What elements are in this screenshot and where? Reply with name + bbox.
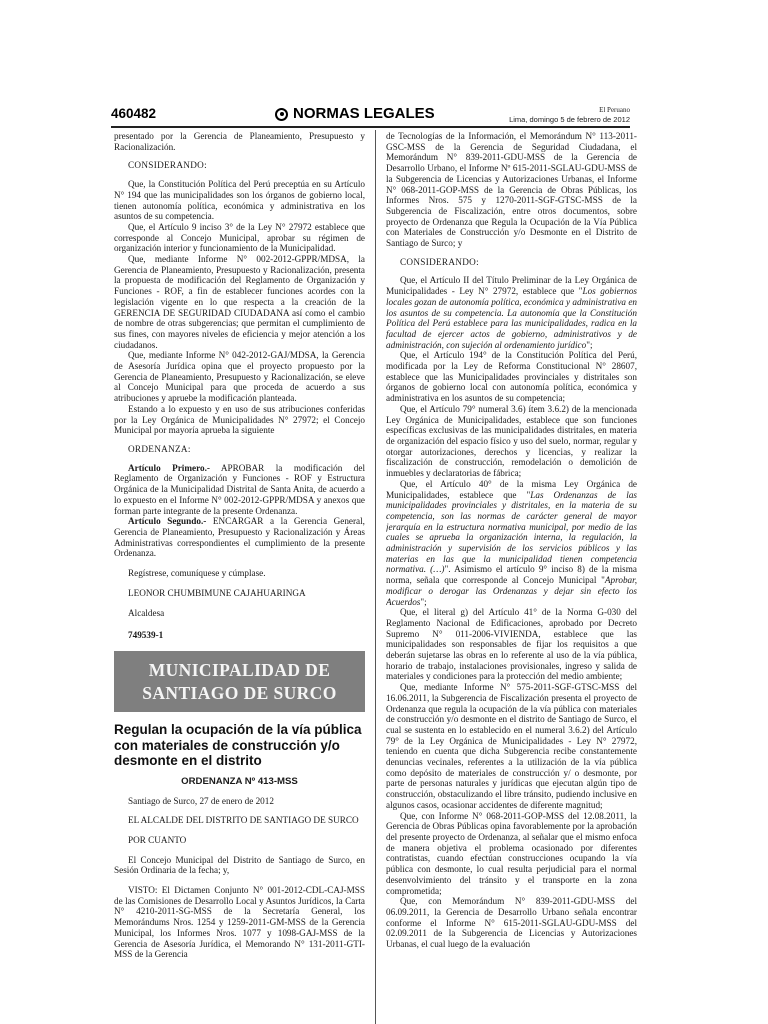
text-run: "; xyxy=(420,596,427,607)
normas-legales-logo-icon xyxy=(275,108,288,121)
left-column xyxy=(114,131,365,1024)
text-run: Que, el literal g) del Artículo 41° de la Norma G-030 del Reglamento Nacional de Edificaciones, aprobado por Decreto Supremo N° 011-2006-VIVIENDA, establece que las municipalidades son responsables de fijar los requisitos a que deberán sujetarse las obras en lo referente al uso de la vía pública, horario de trabajo, instalaciones provisionales, ingreso y salida de materiales y condiciones para la protección del medio ambiente; xyxy=(386,607,637,682)
text-run: Que, la Constitución Política del Perú preceptúa en su Artículo N° 194 que las municipalidades son los órganos de gobierno local, tienen autonomía política, económica y administrativa en los asuntos de su competencia. xyxy=(114,179,365,222)
continuation-paragraph xyxy=(114,131,365,152)
text-run: POR CUANTO xyxy=(128,834,187,845)
recital-paragraph xyxy=(386,404,637,479)
date-line xyxy=(114,796,365,807)
recital-paragraph xyxy=(386,896,637,950)
text-run: Que, el Artículo II del Título Preliminar de la Ley Orgánica de Municipalidades - Ley N° 27972, establece que " xyxy=(386,275,637,297)
publication-name: NORMAS LEGALES xyxy=(293,105,435,122)
text-run: EL ALCALDE DEL DISTRITO DE SANTIAGO DE SURCO xyxy=(128,815,359,826)
text-run: MUNICIPALIDAD DE xyxy=(148,660,331,681)
signer-role xyxy=(114,608,365,619)
column-divider xyxy=(375,130,376,1024)
visto-paragraph xyxy=(114,885,365,960)
banner-line xyxy=(114,682,365,705)
text-run: CONSIDERANDO: xyxy=(128,160,207,171)
recital-paragraph xyxy=(114,404,365,436)
text-run: ". Asimismo el artículo 9° inciso 8) de la misma norma, señala que corresponde al Concejo Municipal " xyxy=(386,564,637,586)
text-run: ENCARGAR a la Gerencia General, Gerencia de Planeamiento, Presupuesto y Racionalización y Áreas Administrativas correspondientes el cumplimiento de la presente Ordenanza. xyxy=(114,516,365,559)
bold-run: Artículo Primero.- xyxy=(128,462,210,473)
issue-date: Lima, domingo 5 de febrero de 2012 xyxy=(509,115,630,124)
text-run: Santiago de Surco, 27 de enero de 2012 xyxy=(128,795,274,806)
recital-paragraph xyxy=(114,179,365,222)
newspaper-name: El Peruano xyxy=(599,106,630,114)
text-run: CONSIDERANDO: xyxy=(400,256,479,267)
recital-paragraph xyxy=(386,682,637,810)
italic-run: Aprobar, modificar o derogar las Ordenanzas y dejar sin efecto los Acuerdos xyxy=(386,575,637,607)
por-cuanto-heading xyxy=(114,835,365,846)
text-run: Que, con Memorándum N° 839-2011-GDU-MSS del 06.09.2011, la Gerencia de Desarrollo Urbano señala encontrar conforme el Informe N° 615-2011-SGLAU-GDU-MSS del 02.09.2011 de la Subgerencia de Licencias y Autorizaciones Urbanas, el cual luego de la evaluación xyxy=(386,896,637,950)
municipality-banner xyxy=(114,651,365,712)
text-run: LEONOR CHUMBIMUNE CAJAHUARINGA xyxy=(128,587,306,598)
section-heading-considerando xyxy=(386,257,637,268)
text-run: El Concejo Municipal del Distrito de Santiago de Surco, en Sesión Ordinaria de la fecha; y, xyxy=(114,854,365,876)
text-run: ORDENANZA: xyxy=(128,443,191,454)
issuer-line xyxy=(114,815,365,826)
section-heading-considerando xyxy=(114,160,365,171)
text-run: "; xyxy=(586,339,593,350)
recital-paragraph xyxy=(114,254,365,350)
recital-paragraph xyxy=(386,479,637,607)
text-run: Que, mediante Informe N° 575-2011-SGF-GTSC-MSS del 16.06.2011, la Subgerencia de Fiscalización presenta el proyecto de Ordenanza que regula la ocupación de la vía pública con materiales de construcción y/o desmonte en el distrito de Santiago de Surco, el cual se sustenta en lo establecido en el numeral 3.6.2) del Artículo 79° de la Ley Orgánica de Municipalidades - Ley N° 27972, teniendo en cuenta que dicha Subgerencia recibe constantemente denuncias vecinales, referentes a la utilización de la vía pública como depósito de materiales de construcción y/ o desmonte, por parte de personas naturales y jurídicas que ejecutan algún tipo de construcción, obstaculizando el libre tránsito, pudiendo inclusive en algunos casos, ocasionar accidentes de diferente magnitud; xyxy=(386,682,637,810)
signer-name xyxy=(114,588,365,599)
italic-run: Las Ordenanzas de las municipalidades provinciales y distritales, en la materia de su competencia, son las normas de carácter general de mayor jerarquía en la estructura normativa municipal, por medio de las cuales se aprueba la organización interna, la regulación, la administración y supervisión de los servicios públicos y las materias en las que la municipalidad tienen competencia normativa. (…) xyxy=(386,489,637,575)
text-run: Que, mediante Informe N° 002-2012-GPPR/MDSA, la Gerencia de Planeamiento, Presupuesto y Racionalización, presenta la propuesta de modificación del Reglamento de Organización y Funciones - ROF, a fin de establecer funciones acordes con la legislación vigente en lo que respecta a la creación de la GERENCIA DE SEGURIDAD CIUDADANA así como el cambio de nombre de otras subgerencias; que permitan el cumplimiento de sus fines, con mayores niveles de eficiencia y mejor atención a los ciudadanos. xyxy=(114,254,365,350)
text-run: 749539-1 xyxy=(128,630,164,641)
article-paragraph xyxy=(114,516,365,559)
text-run: APROBAR la modificación del Reglamento de Organización y Funciones - ROF y Estructura Orgánica de la Municipalidad Distrital de Santa Anita, de acuerdo a lo expuesto en el Informe N° 002-2012-GPPR/MDSA y anexos que forman parte integrante de la presente Ordenanza. xyxy=(114,462,365,516)
text-run: Que, mediante Informe N° 042-2012-GAJ/MDSA, la Gerencia de Asesoría Jurídica opina que el proyecto propuesto por la Gerencia de Planeamiento, Presupuesto y Racionalización, se eleve al Concejo Municipal para que proceda de acuerdo a sus atribuciones y apruebe la modificación planteada. xyxy=(114,350,365,404)
section-heading-ordenanza xyxy=(114,444,365,455)
text-run: Estando a lo expuesto y en uso de sus atribuciones conferidas por la Ley Orgánica de Municipalidades N° 27972; el Concejo Municipal por mayoría aprueba la siguiente xyxy=(114,403,365,436)
right-column xyxy=(386,131,637,1024)
recital-paragraph xyxy=(114,222,365,254)
recital-paragraph xyxy=(386,607,637,682)
bold-run: Artículo Segundo.- xyxy=(128,516,207,527)
recital-paragraph xyxy=(386,275,637,350)
ordinance-number xyxy=(114,776,365,787)
recital-paragraph xyxy=(114,350,365,404)
text-run: Que, con Informe N° 068-2011-GOP-MSS del 12.08.2011, la Gerencia de Obras Públicas opina favorablemente por la aprobación del presente proyecto de Ordenanza, al señalar que el mismo enfoca de manera objetiva el problema ocasionado por diferentes contratistas, cuando efectúan construcciones ocupando la vía pública con desmonte, lo cual resulta perjudicial para el normal desenvolvimiento del tránsito y el transporte en la zona comprometida; xyxy=(386,810,637,896)
text-run: Que, el Artículo 40° de la misma Ley Orgánica de Municipalidades, establece que " xyxy=(386,478,637,500)
text-run: VISTO: El Dictamen Conjunto N° 001-2012-CDL-CAJ-MSS de las Comisiones de Desarrollo Local y Asuntos Jurídicos, la Carta N° 4210-2011-SG-MSS de la Secretaría General, los Memorándums Nros. 1254 y 1259-2011-GM-MSS de la Gerencia Municipal, los Informes Nros. 1077 y 1098-GAJ-MSS de la Gerencia de Asesoría Jurídica, el Memorando N° 131-2011-GTI-MSS de la Gerencia xyxy=(114,885,365,960)
text-run: presentado por la Gerencia de Planeamiento, Presupuesto y Racionalización. xyxy=(114,131,365,152)
session-paragraph xyxy=(114,855,365,876)
continuation-paragraph xyxy=(386,131,637,249)
italic-run: Los gobiernos locales gozan de autonomía política, económica y administrativa en los asuntos de su competencia. La autonomía que la Constitución Política del Perú establece para las municipalidades, radica en la facultad de ejercer actos de gobierno, administrativos y de administración, con sujeción al ordenamiento jurídico xyxy=(386,286,637,350)
page-number: 460482 xyxy=(111,106,157,121)
norm-headline xyxy=(114,722,365,769)
recital-paragraph xyxy=(386,350,637,404)
article-paragraph xyxy=(114,463,365,517)
text-run: SANTIAGO DE SURCO xyxy=(142,683,337,704)
text-run: de Tecnologías de la Información, el Memorándum N° 113-2011-GSC-MSS de la Gerencia de Seguridad Ciudadana, el Memorándum N° 839-2011-GDU-MSS de la Gerencia de Desarrollo Urbano, el Informe Nº 615-2011-SGLAU-GDU-MSS de la Subgerencia de Licencias y Autorizaciones Urbanas, el Informe N° 068-2011-GOP-MSS de la Gerencia de Obras Públicas, los Informes Nros. 575 y 1270-2011-SGF-GTSC-MSS de la Subgerencia de Fiscalización, entre otros documentos, sobre proyecto de Ordenanza que Regula la Ocupación de la Vía Pública con Materiales de Construcción y/o Desmonte en el Distrito de Santiago de Surco; y xyxy=(386,131,637,249)
banner-line xyxy=(114,659,365,682)
text-run: Regulan la ocupación de la vía pública con materiales de construcción y/o desmonte en el distrito xyxy=(114,722,362,769)
text-run: Regístrese, comuníquese y cúmplase. xyxy=(128,568,266,579)
closing-formula xyxy=(114,568,365,579)
text-run: Alcaldesa xyxy=(128,607,165,618)
recital-paragraph xyxy=(386,811,637,897)
text-run: Que, el Artículo 194° de la Constitución Política del Perú, modificada por la Ley de Reforma Constitucional N° 28607, establece que las Municipalidades provinciales y distritales son órganos de gobierno local con autonomía política, económica y administrativa en los asuntos de su competencia; xyxy=(386,350,637,404)
publication-code xyxy=(128,630,365,641)
text-run: Que, el Artículo 9 inciso 3° de la Ley N° 27972 establece que corresponde al Concejo Municipal, aprobar su régimen de organización interior y funcionamiento de la Municipalidad. xyxy=(114,221,365,254)
text-run: Que, el Artículo 79° numeral 3.6) ítem 3.6.2) de la mencionada Ley Orgánica de Municipalidades, establece que son funciones específicas exclusivas de las municipalidades distritales, en materia de organización del espacio físico y uso del suelo, normar, regular y otorgar autorizaciones, derechos y licencias, y realizar la fiscalización de construcción, remodelación o demolición de inmuebles y declaratorias de fábrica; xyxy=(386,403,637,479)
text-run: ORDENANZA Nº 413-MSS xyxy=(181,775,298,787)
header-rule xyxy=(111,126,630,128)
